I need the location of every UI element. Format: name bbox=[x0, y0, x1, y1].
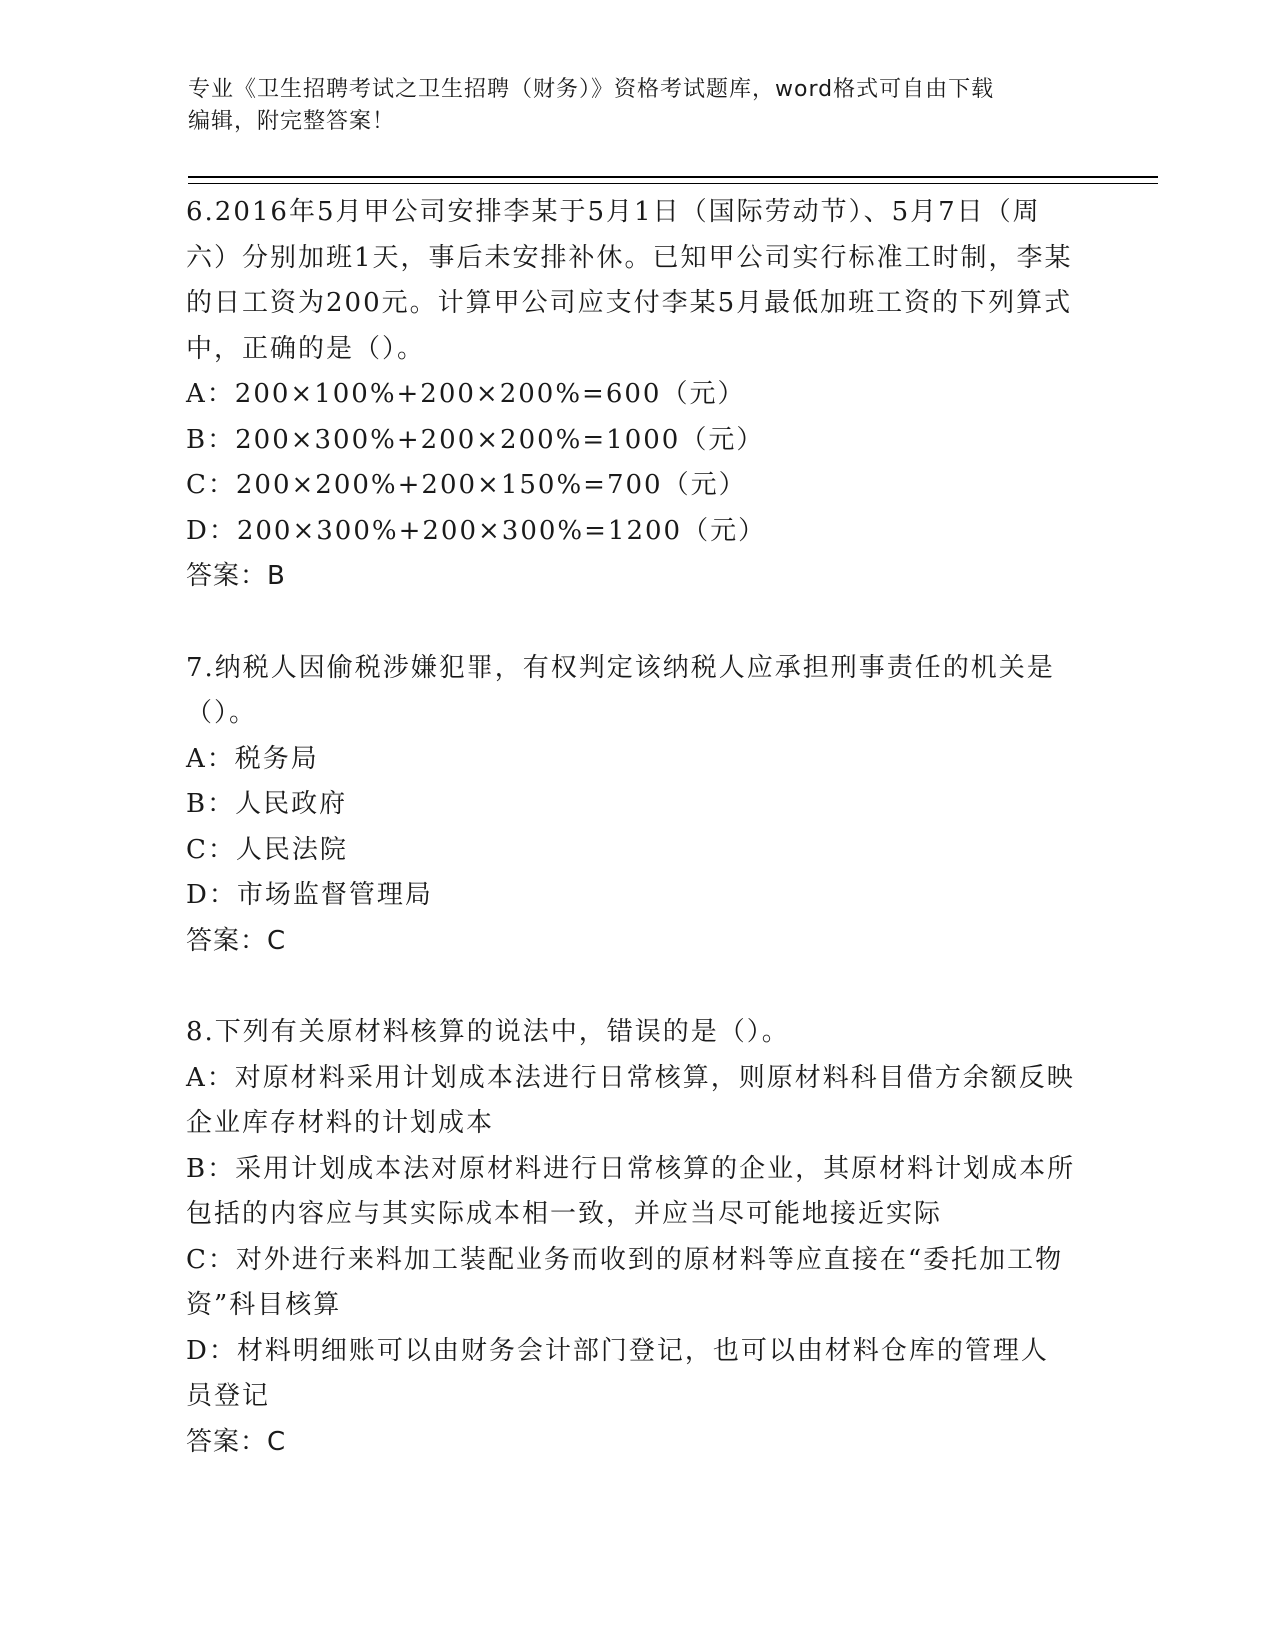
option-b: B：200×300%+200×200%=1000（元） bbox=[186, 424, 765, 455]
question-8 bbox=[186, 1010, 1076, 1465]
question-text: 6.2016年5月甲公司安排李某于5月1日（国际劳动节）、5月7日（周六）分别加班1天，事后未安排补休。已知甲公司实行标准工时制，李某的日工资为200元。计算甲公司应支付李某5月最低加班工资的下列算式中，正确的是（）。 bbox=[186, 197, 1073, 364]
question-6 bbox=[186, 190, 1076, 600]
option-c: C：对外进行来料加工装配业务而收到的原材料等应直接在“委托加工物资”科目核算 bbox=[186, 1244, 1064, 1320]
answer: 答案：B bbox=[186, 561, 286, 591]
option-a: A：200×100%+200×200%=600（元） bbox=[186, 379, 746, 409]
question-list bbox=[186, 190, 1076, 1511]
question-text: 8.下列有关原材料核算的说法中，错误的是（）。 bbox=[186, 1017, 790, 1047]
option-a: A：对原材料采用计划成本法进行日常核算，则原材料科目借方余额反映企业库存材料的计划成本 bbox=[186, 1062, 1075, 1138]
option-c: C：人民法院 bbox=[186, 834, 348, 865]
document-header bbox=[188, 74, 1088, 138]
option-d: D：市场监督管理局 bbox=[186, 880, 433, 910]
header-divider-thick bbox=[188, 176, 1158, 178]
header-line-1: 专业《卫生招聘考试之卫生招聘（财务）》资格考试题库，word格式可自由下载 bbox=[188, 77, 995, 102]
answer: 答案：C bbox=[186, 1426, 287, 1457]
option-c: C：200×200%+200×150%=700（元） bbox=[186, 470, 747, 500]
question-text: 7.纳税人因偷税涉嫌犯罪，有权判定该纳税人应承担刑事责任的机关是（）。 bbox=[186, 652, 1055, 728]
header-line-2: 编辑，附完整答案！ bbox=[188, 109, 396, 134]
option-b: B：采用计划成本法对原材料进行日常核算的企业，其原材料计划成本所包括的内容应与其实际成本相一致，并应当尽可能地接近实际 bbox=[186, 1153, 1076, 1229]
option-d: D：材料明细账可以由财务会计部门登记，也可以由材料仓库的管理人员登记 bbox=[186, 1335, 1049, 1411]
answer: 答案：C bbox=[186, 925, 287, 956]
option-a: A：税务局 bbox=[186, 743, 319, 774]
header-divider-thin bbox=[188, 183, 1158, 184]
option-b: B：人民政府 bbox=[186, 789, 348, 819]
question-7 bbox=[186, 646, 1076, 965]
option-d: D：200×300%+200×300%=1200（元） bbox=[186, 515, 767, 546]
